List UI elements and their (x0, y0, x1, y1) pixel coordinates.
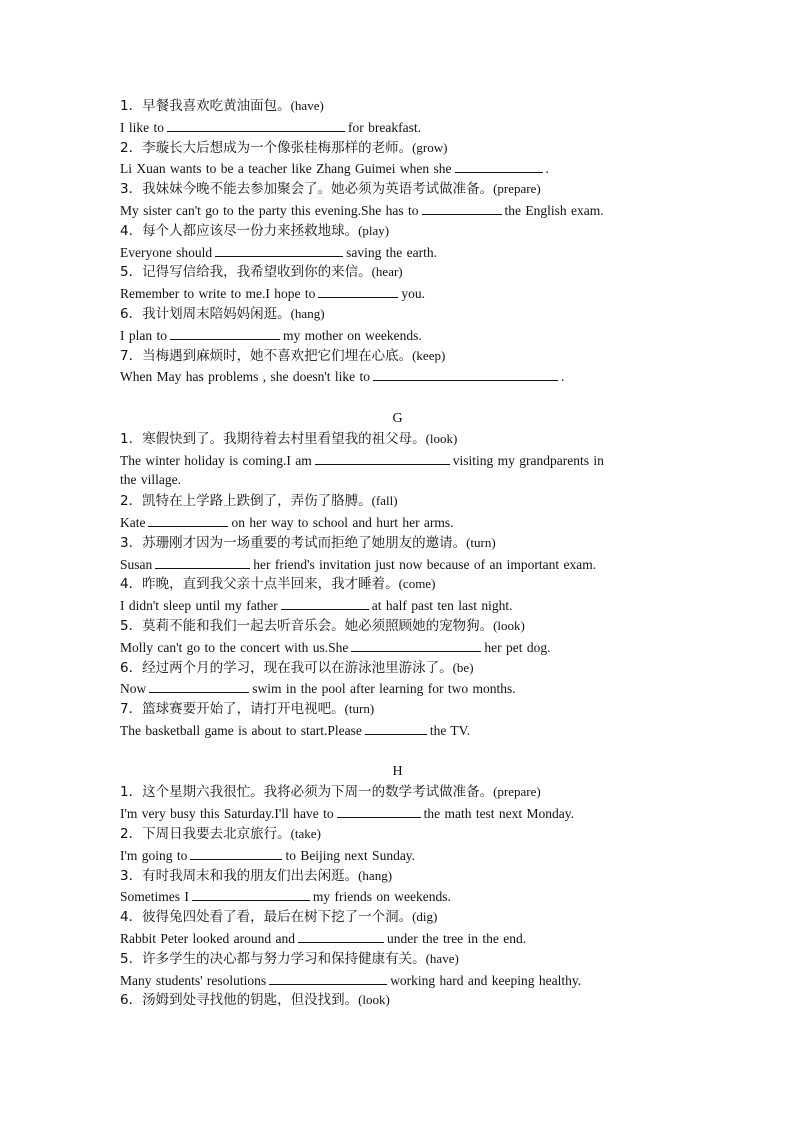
answer-line (120, 720, 675, 741)
question-prompt (120, 990, 675, 1011)
answer-line (120, 845, 675, 866)
sentence-start: Kate (120, 515, 146, 531)
verb-hint: (play) (358, 222, 390, 238)
answer-blank[interactable] (351, 637, 481, 652)
section-heading-g: G (392, 410, 403, 426)
answer-blank[interactable] (315, 450, 450, 465)
sentence-end: for breakfast. (348, 119, 421, 135)
answer-line-continued (120, 470, 675, 491)
sentence-end: her pet dog. (484, 639, 551, 655)
sentence-end: at half past ten last night. (371, 598, 513, 614)
sentence-end: under the tree in the end. (386, 931, 527, 947)
question-chinese: 5．许多学生的决心都与努力学习和保持健康有关。 (120, 950, 426, 967)
section-gap (120, 741, 675, 762)
verb-hint: (be) (452, 659, 474, 675)
answer-blank[interactable] (337, 803, 421, 818)
sentence-start: When May has problems , she doesn't like to (120, 369, 371, 385)
answer-blank[interactable] (373, 366, 558, 381)
verb-hint: (keep) (412, 347, 446, 363)
sentence-end: swim in the pool after learning for two months. (252, 681, 516, 697)
sentence-end: on her way to school and hurt her arms. (231, 515, 454, 531)
verb-hint: (grow) (412, 139, 448, 155)
question-chinese: 4．昨晚，直到我父亲十点半回来，我才睡着。 (120, 576, 399, 593)
sentence-end: my mother on weekends. (283, 327, 422, 343)
answer-line (120, 242, 675, 263)
question-prompt (120, 907, 675, 928)
sentence-start: Now (120, 681, 147, 697)
answer-line (120, 117, 675, 138)
question-chinese: 1．寒假快到了。我期待着去村里看望我的祖父母。 (120, 430, 426, 447)
section-gap (120, 387, 675, 408)
question-prompt (120, 138, 675, 159)
question-prompt (120, 533, 675, 554)
verb-hint: (hear) (371, 264, 403, 280)
question-chinese: 2．下周日我要去北京旅行。 (120, 826, 291, 843)
question-chinese: 6．我计划周末陪妈妈闲逛。 (120, 305, 291, 322)
answer-line (120, 637, 675, 658)
sentence-start: I didn't sleep until my father (120, 598, 278, 614)
sentence-start: Everyone should (120, 244, 213, 260)
question-prompt (120, 949, 675, 970)
answer-line (120, 970, 675, 991)
verb-hint: (turn) (466, 534, 496, 550)
sentence-continued: the village. (120, 472, 181, 488)
sentence-start: I like to (120, 119, 164, 135)
answer-line (120, 928, 675, 949)
verb-hint: (dig) (412, 909, 438, 925)
verb-hint: (prepare) (493, 181, 541, 197)
section-heading-h: H (392, 764, 403, 780)
answer-blank[interactable] (455, 158, 543, 173)
answer-line (120, 200, 675, 221)
answer-line (120, 886, 675, 907)
question-prompt (120, 491, 675, 512)
sentence-start: Molly can't go to the concert with us.She (120, 639, 349, 655)
answer-blank[interactable] (269, 970, 387, 985)
worksheet-content (120, 96, 675, 1011)
answer-blank[interactable] (148, 512, 228, 527)
verb-hint: (look) (493, 618, 525, 634)
question-chinese: 5．莫莉不能和我们一起去听音乐会。她必须照顾她的宠物狗。 (120, 618, 494, 635)
question-chinese: 4．彼得兔四处看了看，最后在树下挖了一个洞。 (120, 909, 413, 926)
sentence-end: her friend's invitation just now because of an important exam. (253, 556, 597, 572)
question-prompt (120, 429, 675, 450)
question-prompt (120, 96, 675, 117)
answer-line (120, 512, 675, 533)
question-chinese: 4．每个人都应该尽一份力来拯救地球。 (120, 222, 359, 239)
question-prompt (120, 179, 675, 200)
sentence-end: the math test next Monday. (423, 806, 575, 822)
answer-line (120, 366, 675, 387)
question-chinese: 3．苏珊刚才因为一场重要的考试而拒绝了她朋友的邀请。 (120, 534, 467, 551)
answer-blank[interactable] (215, 242, 343, 257)
answer-line (120, 595, 675, 616)
answer-blank[interactable] (298, 928, 384, 943)
sentence-start: Remember to write to me.I hope to (120, 286, 316, 302)
question-prompt (120, 221, 675, 242)
question-prompt (120, 866, 675, 887)
verb-hint: (look) (425, 430, 458, 446)
verb-hint: (come) (398, 576, 436, 592)
question-chinese: 3．我妹妹今晚不能去参加聚会了。她必须为英语考试做准备。 (120, 181, 494, 198)
sentence-end: . (545, 161, 549, 177)
question-prompt (120, 346, 675, 367)
answer-blank[interactable] (155, 554, 250, 569)
question-prompt (120, 699, 675, 720)
answer-line (120, 554, 675, 575)
question-chinese: 7．当梅遇到麻烦时，她不喜欢把它们埋在心底。 (120, 347, 413, 364)
verb-hint: (take) (290, 826, 321, 842)
sentence-start: The basketball game is about to start.Please (120, 723, 362, 738)
answer-line (120, 325, 675, 346)
sentence-end: to Beijing next Sunday. (285, 847, 416, 863)
sentence-end: working hard and keeping healthy. (390, 972, 582, 988)
sentence-start: I'm going to (120, 847, 188, 863)
sentence-start: My sister can't go to the party this evening.She has to (120, 202, 419, 218)
answer-blank[interactable] (149, 678, 249, 693)
question-chinese: 2．凯特在上学路上跌倒了，弄伤了胳膊。 (120, 493, 372, 510)
question-prompt (120, 782, 675, 803)
answer-blank[interactable] (192, 886, 310, 901)
answer-line (120, 158, 675, 179)
sentence-end: . (561, 369, 565, 385)
question-prompt (120, 616, 675, 637)
question-chinese: 1．这个星期六我很忙。我将必须为下周一的数学考试做准备。 (120, 784, 494, 801)
sentence-start: Rabbit Peter looked around and (120, 931, 295, 947)
sentence-start: Susan (120, 556, 153, 572)
verb-hint: (hang) (358, 867, 393, 883)
answer-blank[interactable] (281, 595, 369, 610)
question-prompt (120, 658, 675, 679)
answer-blank[interactable] (318, 283, 398, 298)
sentence-end: visiting my grandparents in (452, 452, 604, 468)
question-chinese: 2．李璇长大后想成为一个像张桂梅那样的老师。 (120, 139, 413, 156)
sentence-start: I plan to (120, 327, 167, 343)
verb-hint: (turn) (344, 701, 375, 717)
sentence-end: saving the earth. (346, 244, 437, 260)
answer-blank[interactable] (167, 117, 345, 132)
question-chinese: 5．记得写信给我，我希望收到你的来信。 (120, 264, 372, 281)
question-prompt (120, 304, 675, 325)
verb-hint: (hang) (290, 305, 325, 321)
question-chinese: 1．早餐我喜欢吃黄油面包。 (120, 98, 291, 114)
verb-hint: (fall) (371, 493, 398, 509)
sentence-start: I'm very busy this Saturday.I'll have to (120, 806, 334, 822)
question-chinese: 6．汤姆到处寻找他的钥匙，但没找到。 (120, 992, 359, 1009)
answer-line (120, 803, 675, 824)
answer-line (120, 678, 675, 699)
answer-line (120, 283, 675, 304)
question-prompt (120, 574, 675, 595)
sentence-end: my friends on weekends. (312, 889, 451, 905)
sentence-start: Sometimes I (120, 889, 189, 905)
verb-hint: (prepare) (493, 784, 541, 800)
sentence-start: Li Xuan wants to be a teacher like Zhang Guimei when she (120, 161, 452, 177)
answer-blank[interactable] (422, 200, 502, 215)
answer-blank[interactable] (170, 325, 280, 340)
sentence-end: the English exam. (504, 202, 604, 218)
sentence-end: the TV. (429, 723, 471, 738)
sentence-end: you. (401, 286, 425, 302)
question-chinese: 7．篮球赛要开始了，请打开电视吧。 (120, 701, 345, 718)
verb-hint: (have) (290, 98, 324, 113)
question-prompt (120, 262, 675, 283)
answer-blank[interactable] (190, 845, 282, 860)
sentence-start: Many students' resolutions (120, 972, 267, 988)
answer-line (120, 450, 675, 471)
question-chinese: 6．经过两个月的学习，现在我可以在游泳池里游泳了。 (120, 659, 453, 676)
verb-hint: (look) (358, 992, 390, 1008)
sentence-start: The winter holiday is coming.I am (120, 452, 312, 468)
question-chinese: 3．有时我周末和我的朋友们出去闲逛。 (120, 867, 359, 884)
question-prompt (120, 824, 675, 845)
answer-blank[interactable] (365, 720, 427, 735)
verb-hint: (have) (425, 950, 459, 966)
